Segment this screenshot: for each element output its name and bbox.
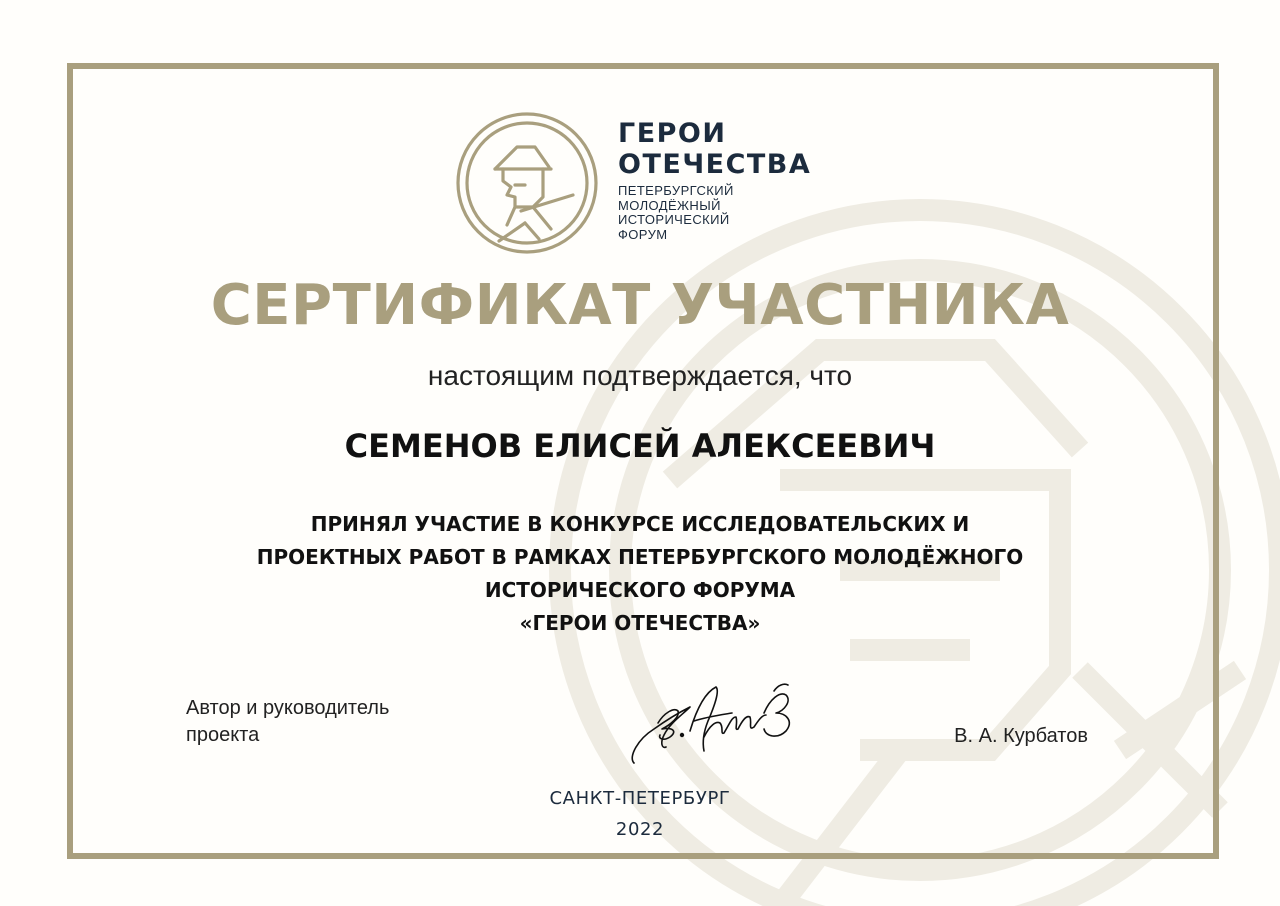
city-label: САНКТ-ПЕТЕРБУРГ xyxy=(549,788,731,809)
logo-title-line: ГЕРОИ xyxy=(618,118,727,149)
signer-role xyxy=(186,695,466,749)
certificate-description xyxy=(0,508,1280,640)
description-line: «ГЕРОИ ОТЕЧЕСТВА» xyxy=(519,611,761,635)
forum-logo-text xyxy=(618,118,858,242)
logo-subtitle xyxy=(618,184,858,242)
description-line: ИСТОРИЧЕСКОГО ФОРУМА xyxy=(484,578,796,602)
certificate-intro: настоящим подтверждается, что xyxy=(427,360,853,391)
recipient-name: СЕМЕНОВ ЕЛИСЕЙ АЛЕКСЕЕВИЧ xyxy=(344,427,936,465)
logo-title xyxy=(618,118,858,180)
signer-name: В. А. Курбатов xyxy=(954,725,1088,747)
logo-subtitle-line: ИСТОРИЧЕСКИЙ xyxy=(618,212,730,227)
certificate-title: СЕРТИФИКАТ УЧАСТНИКА xyxy=(210,273,1070,338)
signer-role-line: Автор и руководитель xyxy=(186,697,390,719)
year-label: 2022 xyxy=(615,819,665,840)
signer-role-line: проекта xyxy=(186,724,260,746)
logo-subtitle-line: ФОРУМ xyxy=(618,226,668,242)
handwritten-signature-icon xyxy=(624,677,804,773)
soldier-emblem-icon xyxy=(455,111,599,255)
description-line: ПРОЕКТНЫХ РАБОТ В РАМКАХ ПЕТЕРБУРГСКОГО МОЛОДЁЖНОГО xyxy=(256,545,1024,569)
logo-subtitle-line: ПЕТЕРБУРГСКИЙ xyxy=(618,183,734,198)
description-line: ПРИНЯЛ УЧАСТИЕ В КОНКУРСЕ ИССЛЕДОВАТЕЛЬСКИХ И xyxy=(310,512,970,536)
logo-subtitle-line: МОЛОДЁЖНЫЙ xyxy=(618,197,721,213)
logo-title-line: ОТЕЧЕСТВА xyxy=(618,149,812,180)
